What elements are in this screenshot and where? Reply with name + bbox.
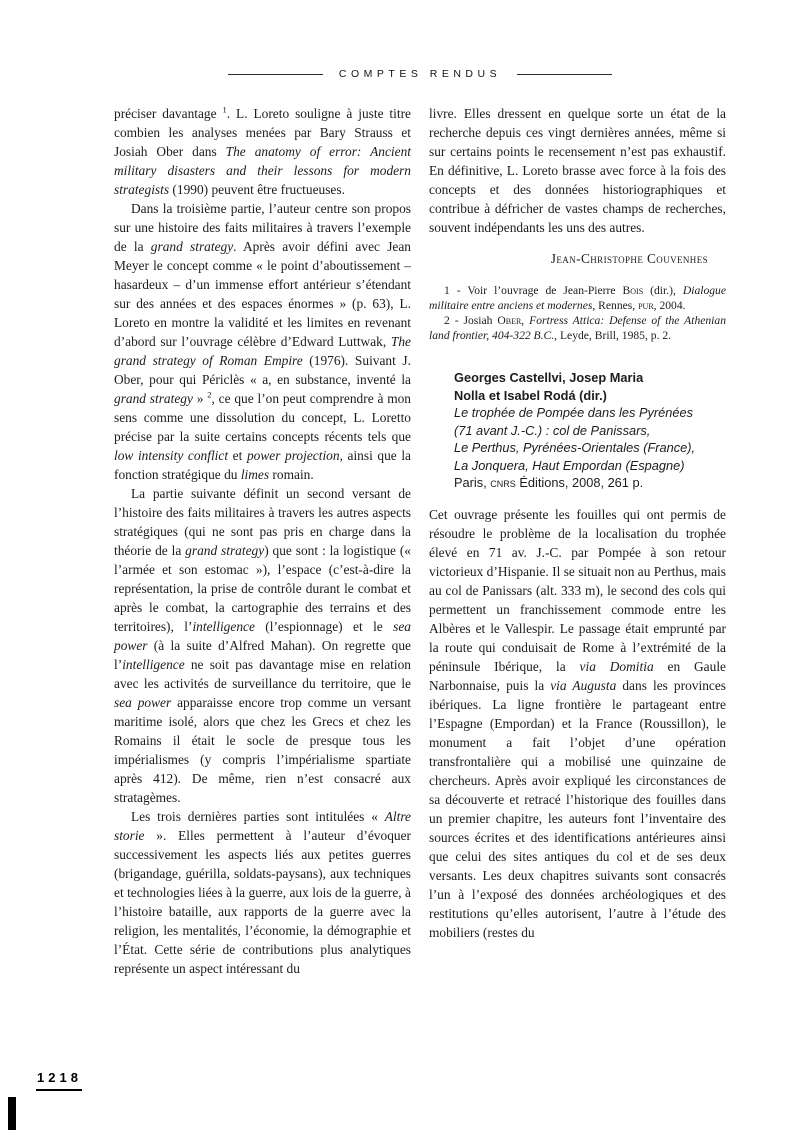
page-header	[114, 68, 726, 80]
section-title: COMPTES RENDUS	[338, 68, 502, 80]
page-number: 1218	[37, 1070, 82, 1085]
page-number-rule	[36, 1089, 82, 1091]
footnote-1: 1 - Voir l’ouvrage de Jean-Pierre Bois (dir.), Dialogue militaire entre anciens et modernes, Rennes, pur, 2004.	[429, 284, 726, 312]
reviewer-signature: Jean-Christophe Couvenhes	[550, 251, 708, 266]
left-column	[114, 104, 411, 978]
review-title-line-3: Le Perthus, Pyrénées-Orientales (France),	[454, 440, 696, 455]
footnotes	[429, 283, 726, 343]
paragraph-1: préciser davantage $^1$. L. Loreto souligne à juste titre combien les analyses menées par Bary Strauss et Josiah Ober dans The anatomy of error: Ancient military disasters and their lessons for modern strategists (1990) peuvent être fructueuses.	[114, 104, 411, 197]
review-title-line-1: Le trophée de Pompée dans les Pyrénées	[454, 405, 694, 420]
review-authors-line-2: Nolla et Isabel Rodá (dir.)	[454, 387, 607, 403]
paragraph-4: Les trois dernières parties sont intitulées « Altre storie ». Elles permettent à l’auteur d’évoquer successivement les aspects liés aux petites guerres (brigandage, guérilla, soldats-paysans), aux techniques et technologies liées à la guerre, aux lois de la guerre, à l’histoire bataille, aux rapports de la guerre avec la religion, les mentalités, l’économie, la démographie et l’État. Cette série de contributions plus analytiques représente un aspect intéressant du	[114, 809, 411, 976]
footnote-2: 2 - Josiah Ober, Fortress Attica: Defense of the Athenian land frontier, 404-322 B.C., Leyde, Brill, 1985, p. 2.	[429, 314, 726, 342]
right-column	[429, 104, 726, 942]
header-rule-left	[228, 74, 323, 75]
paragraph-2: Dans la troisième partie, l’auteur centre son propos sur une histoire des faits militaires à travers l’exemple de la grand strategy. Après avoir défini avec Jean Meyer le concept comme « le point d’aboutissement – hasardeux – d’un immense effort antérieur s’étendant sur des années et des espaces énormes » (p. 63), L. Loreto en montre la validité et les limites en revenant d’abord sur l’ouvrage célèbre d’Edward Luttwak, The grand strategy of Roman Empire (1976). Suivant J. Ober, pour qui Périclès « a, en substance, inventé la grand strategy » $^2$, ce que l’on peut comprendre à mon sens comme une dissolution du concept, L. Loretto précise par la suite certains concepts récents tels que low intensity conflict et power projection, ainsi que la fonction stratégique du limes romain.	[114, 201, 412, 482]
review-imprint: Paris, cnrs Éditions, 2008, 261 p.	[454, 475, 644, 490]
review-authors-line-1: Georges Castellvi, Josep Maria	[454, 370, 644, 385]
header-rule-right	[517, 74, 612, 75]
review-body-paragraph: Cet ouvrage présente les fouilles qui ont permis de résoudre le problème de la localisation du trophée élevé en 71 av. J.-C. par Pompée à son retour victorieux d’Hispanie. Il se situait non au Perthus, mais au col de Panissars (alt. 333 m), le second des cols qui permettent un franchissement commode entre les Albères et le Vallespir. Le passage était emprunté par la route qui conduisait de Rome à l’extrémité de la péninsule Ibérique, la via Domitia en Gaule Narbonnaise, puis la via Augusta dans les provinces ibériques. La ligne frontière le partageant entre l’Espagne (Empordan) et la France (Roussillon), le monument a fait l’objet d’une opération transfrontalière qui a mobilisé une quinzaine de chercheurs. Après avoir expliqué les circonstances de sa découverte et retracé l’historique des fouilles dans un premier chapitre, les auteurs font l’inventaire des sources écrites et des identifications antérieures ainsi que celui des sites antiques du col et de ses deux versants. Les deux chapitres suivants sont consacrés l’un à l’exposé des données archéologiques et des restitutions qu’elles autorisent, l’autre à l’étude des mobiliers (restes du	[429, 506, 726, 940]
review-title-line-2: (71 avant J.-C.) : col de Panissars,	[454, 422, 651, 438]
paragraph-3: La partie suivante définit un second versant de l’histoire des faits militaires à travers les autres aspects stratégiques (qui ne sont pas pris en charge dans la théorie de la grand strategy) que sont : la logistique (« l’armée et son estomac »), l’espace (c’est-à-dire la représentation, la prise de contrôle durant le combat et après le combat, la cartographie des terrains et des territoires), l’intelligence (l’espionnage) et le sea power (à la suite d’Alfred Mahan). On regrette que l’intelligence ne soit pas davantage mise en relation avec les activités de surveillance du territoire, que le sea power apparaisse encore trop comme un versant maritime isolé, alors que chez les Grecs et chez les Romains il était le socle de presque tous les impérialismes (y compris l’impérialisme spartiate après 412). De même, rien n’est consacré aux stratagèmes.	[114, 486, 411, 805]
spine-mark	[8, 1097, 16, 1130]
book-review-heading	[454, 369, 726, 492]
paragraph-5: livre. Elles dressent en quelque sorte un état de la recherche depuis ces vingt dernières années, même si sur certains points le recensement n’est pas exhaustif. En définitive, L. Loreto brasse avec force à la fois des concepts et des données historiographiques et contribue à défricher de vastes champs de recherches, souvent indépendants les uns des autres.	[429, 106, 726, 235]
review-title-line-4: La Jonquera, Haut Empordan (Espagne)	[454, 457, 685, 473]
